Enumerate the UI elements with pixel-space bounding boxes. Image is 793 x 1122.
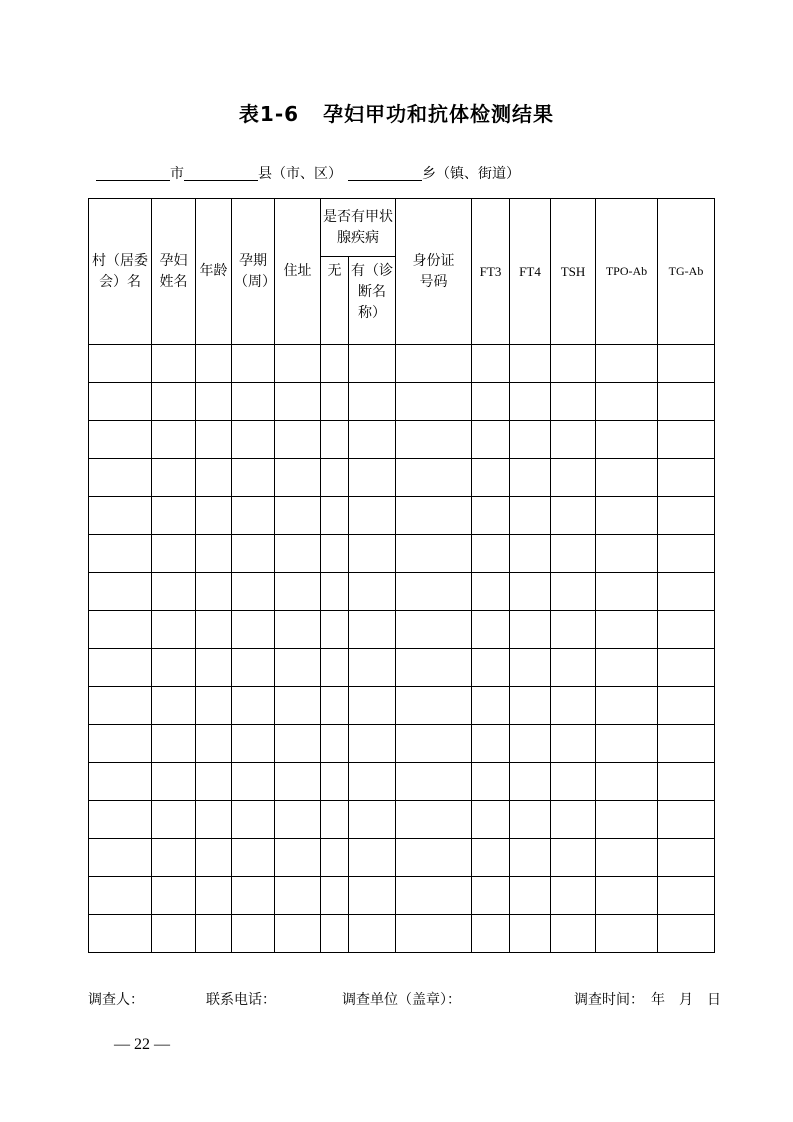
table-cell[interactable] — [658, 725, 715, 763]
table-cell[interactable] — [349, 611, 396, 649]
table-cell[interactable] — [510, 383, 551, 421]
table-cell[interactable] — [396, 839, 472, 877]
table-cell[interactable] — [551, 801, 596, 839]
table-cell[interactable] — [196, 801, 232, 839]
table-cell[interactable] — [658, 345, 715, 383]
table-row — [89, 877, 715, 915]
table-cell[interactable] — [152, 763, 196, 801]
table-cell[interactable] — [275, 535, 321, 573]
header-address: 住址 — [275, 199, 321, 345]
table-cell[interactable] — [321, 801, 349, 839]
table-cell[interactable] — [196, 763, 232, 801]
header-ft3: FT3 — [472, 199, 510, 345]
table-cell[interactable] — [658, 611, 715, 649]
table-cell[interactable] — [596, 345, 658, 383]
table-cell[interactable] — [658, 649, 715, 687]
table-cell[interactable] — [349, 535, 396, 573]
city-label: 市 — [170, 166, 184, 182]
table-cell[interactable] — [510, 687, 551, 725]
table-cell[interactable] — [196, 915, 232, 953]
table-cell[interactable] — [596, 649, 658, 687]
table-cell[interactable] — [396, 725, 472, 763]
table-cell[interactable] — [658, 763, 715, 801]
table-cell[interactable] — [196, 687, 232, 725]
table-cell[interactable] — [89, 611, 152, 649]
table-cell[interactable] — [658, 877, 715, 915]
table-cell[interactable] — [321, 421, 349, 459]
table-cell[interactable] — [89, 687, 152, 725]
table-cell[interactable] — [89, 877, 152, 915]
table-cell[interactable] — [551, 383, 596, 421]
table-cell[interactable] — [349, 725, 396, 763]
table-cell[interactable] — [472, 649, 510, 687]
table-cell[interactable] — [472, 763, 510, 801]
table-cell[interactable] — [396, 687, 472, 725]
table-cell[interactable] — [396, 383, 472, 421]
table-cell[interactable] — [232, 459, 275, 497]
table-row — [89, 687, 715, 725]
table-cell[interactable] — [472, 535, 510, 573]
table-cell[interactable] — [232, 383, 275, 421]
table-cell[interactable] — [232, 763, 275, 801]
table-cell[interactable] — [275, 459, 321, 497]
table-cell[interactable] — [89, 649, 152, 687]
table-cell[interactable] — [152, 535, 196, 573]
table-cell[interactable] — [152, 725, 196, 763]
table-cell[interactable] — [551, 573, 596, 611]
table-cell[interactable] — [349, 839, 396, 877]
page-number: — 22 — — [114, 1036, 170, 1053]
table-cell[interactable] — [396, 763, 472, 801]
table-cell[interactable] — [472, 839, 510, 877]
table-row — [89, 573, 715, 611]
table-cell[interactable] — [275, 611, 321, 649]
table-number: 表1-6 — [238, 102, 300, 126]
table-cell[interactable] — [232, 535, 275, 573]
table-cell[interactable] — [396, 421, 472, 459]
table-cell[interactable] — [596, 763, 658, 801]
table-cell[interactable] — [596, 801, 658, 839]
table-cell[interactable] — [510, 345, 551, 383]
footer-unit: 调查单位（盖章）： — [342, 992, 461, 1008]
table-cell[interactable] — [510, 763, 551, 801]
table-cell[interactable] — [152, 421, 196, 459]
table-cell[interactable] — [396, 915, 472, 953]
table-cell[interactable] — [396, 611, 472, 649]
table-cell[interactable] — [232, 497, 275, 535]
table-cell[interactable] — [152, 459, 196, 497]
header-ft4: FT4 — [510, 199, 551, 345]
table-cell[interactable] — [551, 497, 596, 535]
table-cell[interactable] — [510, 421, 551, 459]
footer-investigator: 调查人： — [88, 992, 144, 1008]
table-cell[interactable] — [510, 801, 551, 839]
table-cell[interactable] — [658, 535, 715, 573]
table-cell[interactable] — [89, 725, 152, 763]
table-cell[interactable] — [321, 497, 349, 535]
header-village: 村（居委会）名 — [89, 199, 152, 345]
location-line — [96, 163, 520, 183]
table-cell[interactable] — [196, 421, 232, 459]
table-cell[interactable] — [152, 687, 196, 725]
table-cell[interactable] — [232, 801, 275, 839]
page-title — [0, 98, 793, 127]
table-cell[interactable] — [551, 421, 596, 459]
table-cell[interactable] — [472, 421, 510, 459]
table-cell[interactable] — [510, 573, 551, 611]
table-cell[interactable] — [396, 801, 472, 839]
table-cell[interactable] — [396, 573, 472, 611]
table-cell[interactable] — [196, 877, 232, 915]
table-cell[interactable] — [596, 573, 658, 611]
results-table — [88, 198, 715, 953]
table-cell[interactable] — [472, 611, 510, 649]
header-pregnancy-week: 孕期（周） — [232, 199, 275, 345]
footer-time: 调查时间： 年 月 日 — [574, 992, 721, 1008]
table-cell[interactable] — [396, 345, 472, 383]
table-row — [89, 497, 715, 535]
table-cell[interactable] — [89, 383, 152, 421]
table-cell[interactable] — [89, 459, 152, 497]
table-cell[interactable] — [472, 915, 510, 953]
table-cell[interactable] — [596, 687, 658, 725]
table-cell[interactable] — [349, 421, 396, 459]
table-body — [89, 345, 715, 953]
table-cell[interactable] — [551, 345, 596, 383]
table-cell[interactable] — [658, 573, 715, 611]
table-cell[interactable] — [275, 345, 321, 383]
table-cell[interactable] — [596, 383, 658, 421]
table-cell[interactable] — [89, 839, 152, 877]
table-cell[interactable] — [152, 915, 196, 953]
table-cell[interactable] — [349, 877, 396, 915]
table-cell[interactable] — [551, 725, 596, 763]
table-cell[interactable] — [472, 725, 510, 763]
table-cell[interactable] — [349, 573, 396, 611]
table-cell[interactable] — [658, 915, 715, 953]
table-cell[interactable] — [658, 459, 715, 497]
table-cell[interactable] — [89, 497, 152, 535]
header-id-number: 身份证号码 — [396, 199, 472, 345]
header-thyroid-disease: 是否有甲状腺疾病 — [321, 199, 396, 257]
table-cell[interactable] — [275, 497, 321, 535]
table-cell[interactable] — [196, 383, 232, 421]
table-cell[interactable] — [551, 611, 596, 649]
table-cell[interactable] — [596, 611, 658, 649]
table-cell[interactable] — [321, 839, 349, 877]
table-cell[interactable] — [510, 611, 551, 649]
table-cell[interactable] — [551, 687, 596, 725]
table-cell[interactable] — [89, 915, 152, 953]
table-cell[interactable] — [472, 877, 510, 915]
table-row — [89, 801, 715, 839]
table-cell[interactable] — [349, 687, 396, 725]
table-cell[interactable] — [196, 497, 232, 535]
table-row — [89, 345, 715, 383]
table-cell[interactable] — [321, 573, 349, 611]
table-cell[interactable] — [596, 497, 658, 535]
table-cell[interactable] — [321, 763, 349, 801]
table-cell[interactable] — [152, 877, 196, 915]
table-cell[interactable] — [349, 801, 396, 839]
table-cell[interactable] — [551, 877, 596, 915]
table-cell[interactable] — [152, 383, 196, 421]
table-cell[interactable] — [596, 535, 658, 573]
header-no: 无 — [321, 257, 349, 345]
table-cell[interactable] — [152, 801, 196, 839]
table-cell[interactable] — [658, 421, 715, 459]
table-cell[interactable] — [152, 611, 196, 649]
table-cell[interactable] — [321, 687, 349, 725]
table-cell[interactable] — [321, 611, 349, 649]
table-cell[interactable] — [232, 649, 275, 687]
table-cell[interactable] — [275, 649, 321, 687]
table-cell[interactable] — [275, 839, 321, 877]
table-cell[interactable] — [349, 649, 396, 687]
table-cell[interactable] — [321, 877, 349, 915]
table-cell[interactable] — [275, 573, 321, 611]
table-cell[interactable] — [396, 649, 472, 687]
table-cell[interactable] — [196, 345, 232, 383]
table-cell[interactable] — [321, 915, 349, 953]
table-cell[interactable] — [349, 459, 396, 497]
table-cell[interactable] — [275, 801, 321, 839]
table-cell[interactable] — [551, 763, 596, 801]
township-blank[interactable] — [348, 164, 422, 181]
table-cell[interactable] — [196, 535, 232, 573]
table-cell[interactable] — [196, 649, 232, 687]
header-tg-ab: TG-Ab — [658, 199, 715, 345]
table-cell[interactable] — [321, 725, 349, 763]
table-cell[interactable] — [152, 839, 196, 877]
table-cell[interactable] — [196, 459, 232, 497]
table-row — [89, 725, 715, 763]
table-cell[interactable] — [472, 801, 510, 839]
table-cell[interactable] — [510, 535, 551, 573]
table-cell[interactable] — [596, 725, 658, 763]
table-cell[interactable] — [349, 345, 396, 383]
table-cell[interactable] — [89, 573, 152, 611]
county-blank[interactable] — [184, 164, 258, 181]
table-cell[interactable] — [658, 497, 715, 535]
table-cell[interactable] — [321, 345, 349, 383]
table-cell[interactable] — [232, 687, 275, 725]
table-cell[interactable] — [232, 421, 275, 459]
table-cell[interactable] — [551, 915, 596, 953]
table-cell[interactable] — [232, 573, 275, 611]
table-cell[interactable] — [152, 345, 196, 383]
table-cell[interactable] — [232, 725, 275, 763]
header-name: 孕妇姓名 — [152, 199, 196, 345]
table-cell[interactable] — [349, 497, 396, 535]
table-cell[interactable] — [275, 915, 321, 953]
table-cell[interactable] — [658, 801, 715, 839]
table-cell[interactable] — [658, 839, 715, 877]
table-cell[interactable] — [196, 725, 232, 763]
table-cell[interactable] — [510, 915, 551, 953]
table-cell[interactable] — [275, 725, 321, 763]
table-cell[interactable] — [510, 649, 551, 687]
table-row — [89, 649, 715, 687]
table-cell[interactable] — [472, 383, 510, 421]
table-cell[interactable] — [196, 839, 232, 877]
table-cell[interactable] — [472, 345, 510, 383]
header-age: 年龄 — [196, 199, 232, 345]
table-row — [89, 839, 715, 877]
table-cell[interactable] — [232, 839, 275, 877]
table-cell[interactable] — [232, 915, 275, 953]
table-cell[interactable] — [152, 497, 196, 535]
table-cell[interactable] — [275, 877, 321, 915]
table-cell[interactable] — [551, 459, 596, 497]
table-row — [89, 421, 715, 459]
county-label: 县（市、区） — [258, 166, 342, 182]
table-row — [89, 915, 715, 953]
table-cell[interactable] — [275, 763, 321, 801]
table-cell[interactable] — [321, 649, 349, 687]
table-cell[interactable] — [596, 877, 658, 915]
table-cell[interactable] — [89, 421, 152, 459]
table-cell[interactable] — [658, 383, 715, 421]
table-row — [89, 383, 715, 421]
table-cell[interactable] — [596, 421, 658, 459]
table-cell[interactable] — [510, 497, 551, 535]
table-cell[interactable] — [89, 763, 152, 801]
header-row — [89, 199, 715, 257]
table-cell[interactable] — [232, 611, 275, 649]
table-cell[interactable] — [89, 345, 152, 383]
table-cell[interactable] — [349, 763, 396, 801]
table-cell[interactable] — [596, 915, 658, 953]
table-cell[interactable] — [89, 801, 152, 839]
table-row — [89, 763, 715, 801]
table-cell[interactable] — [510, 725, 551, 763]
table-cell[interactable] — [232, 877, 275, 915]
table-cell[interactable] — [551, 535, 596, 573]
table-cell[interactable] — [396, 459, 472, 497]
table-cell[interactable] — [89, 535, 152, 573]
header-yes: 有（诊断名称） — [349, 257, 396, 345]
table-cell[interactable] — [275, 383, 321, 421]
header-tsh: TSH — [551, 199, 596, 345]
table-title: 孕妇甲功和抗体检测结果 — [323, 102, 555, 126]
table-cell[interactable] — [551, 839, 596, 877]
table-cell[interactable] — [596, 839, 658, 877]
table-cell[interactable] — [196, 611, 232, 649]
table-cell[interactable] — [152, 649, 196, 687]
table-cell[interactable] — [510, 877, 551, 915]
table-cell[interactable] — [321, 535, 349, 573]
table-row — [89, 611, 715, 649]
table-cell[interactable] — [472, 497, 510, 535]
table-cell[interactable] — [275, 421, 321, 459]
table-cell[interactable] — [596, 459, 658, 497]
table-cell[interactable] — [232, 345, 275, 383]
table-row — [89, 535, 715, 573]
table-cell[interactable] — [396, 877, 472, 915]
table-cell[interactable] — [321, 459, 349, 497]
table-cell[interactable] — [349, 383, 396, 421]
table-cell[interactable] — [396, 535, 472, 573]
table-cell[interactable] — [510, 459, 551, 497]
table-cell[interactable] — [396, 497, 472, 535]
table-cell[interactable] — [321, 383, 349, 421]
city-blank[interactable] — [96, 164, 170, 181]
table-cell[interactable] — [275, 687, 321, 725]
table-row — [89, 459, 715, 497]
table-cell[interactable] — [658, 687, 715, 725]
table-cell[interactable] — [349, 915, 396, 953]
header-tpo-ab: TPO-Ab — [596, 199, 658, 345]
table-cell[interactable] — [472, 459, 510, 497]
table-cell[interactable] — [472, 573, 510, 611]
township-label: 乡（镇、街道） — [422, 166, 520, 182]
table-cell[interactable] — [551, 649, 596, 687]
table-cell[interactable] — [510, 839, 551, 877]
footer-phone: 联系电话： — [206, 992, 276, 1008]
table-cell[interactable] — [472, 687, 510, 725]
table-cell[interactable] — [152, 573, 196, 611]
table-cell[interactable] — [196, 573, 232, 611]
